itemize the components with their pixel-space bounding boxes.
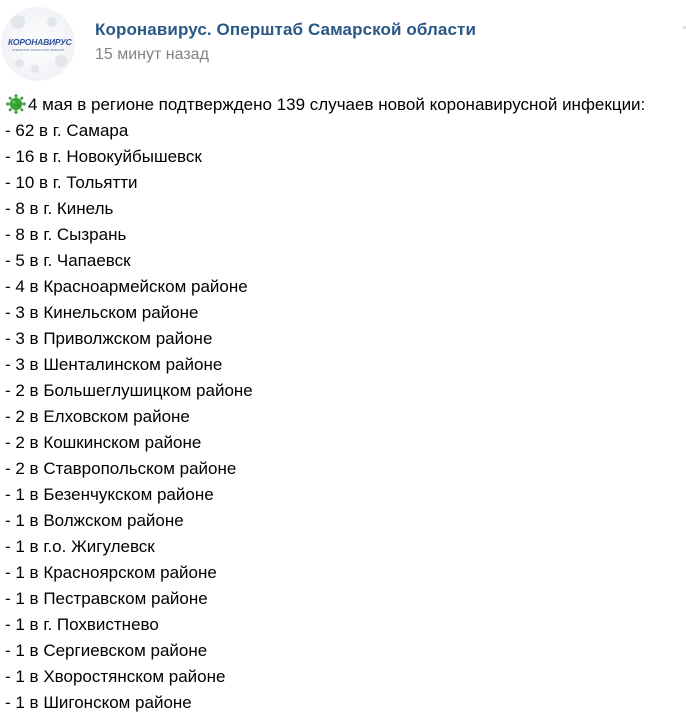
virus-icon (5, 93, 27, 115)
list-item: - 1 в Волжском районе (5, 511, 184, 530)
list-item: - 1 в Пестравском районе (5, 589, 208, 608)
list-item: - 3 в Приволжском районе (5, 329, 213, 348)
author-name-link[interactable]: Коронавирус. Оперштаб Самарской области (95, 20, 477, 39)
avatar-decor (55, 55, 67, 67)
headline-text: 4 мая в регионе подтверждено 139 случаев новой коронавирусной инфекции: (28, 95, 646, 114)
list-item: - 2 в Большеглушицком районе (5, 381, 253, 400)
post-header (0, 0, 686, 86)
list-item: - 1 в г.о. Жигулевск (5, 537, 155, 556)
post-headline (0, 92, 686, 118)
list-item: - 5 в г. Чапаевск (5, 251, 131, 270)
avatar-decor (11, 15, 25, 29)
list-item: - 1 в Хворостянском районе (5, 667, 226, 686)
avatar-decor (47, 17, 57, 27)
list-item: - 1 в Безенчукском районе (5, 485, 214, 504)
list-item: - 1 в Шигонском районе (5, 693, 192, 712)
list-item: - 4 в Красноармейском районе (5, 277, 248, 296)
avatar[interactable] (1, 7, 75, 81)
list-item: - 2 в Кошкинском районе (5, 433, 202, 452)
avatar-logo-subtitle: ОПЕРШТАБ САМАРСКОЙ ОБЛАСТИ (12, 48, 64, 52)
list-item: - 8 в г. Сызрань (5, 225, 127, 244)
post-body (0, 92, 686, 716)
list-item: - 1 в г. Похвистнево (5, 615, 159, 634)
avatar-logo-title: КОРОНАВИРУС (8, 37, 72, 47)
list-item: - 3 в Кинельском районе (5, 303, 199, 322)
list-item: - 1 в Красноярском районе (5, 563, 217, 582)
list-item: - 16 в г. Новокуйбышевск (5, 147, 202, 166)
avatar-decor (15, 59, 24, 68)
list-item: - 3 в Шенталинском районе (5, 355, 223, 374)
list-item: - 1 в Сергиевском районе (5, 641, 208, 660)
list-item: - 10 в г. Тольятти (5, 173, 138, 192)
avatar-decor (31, 65, 39, 73)
list-item: - 8 в г. Кинель (5, 199, 114, 218)
list-item: - 62 в г. Самара (5, 121, 129, 140)
list-item: - 2 в Елховском районе (5, 407, 190, 426)
post-timestamp-link[interactable]: 15 минут назад (95, 46, 209, 63)
list-item: - 2 в Ставропольском районе (5, 459, 237, 478)
